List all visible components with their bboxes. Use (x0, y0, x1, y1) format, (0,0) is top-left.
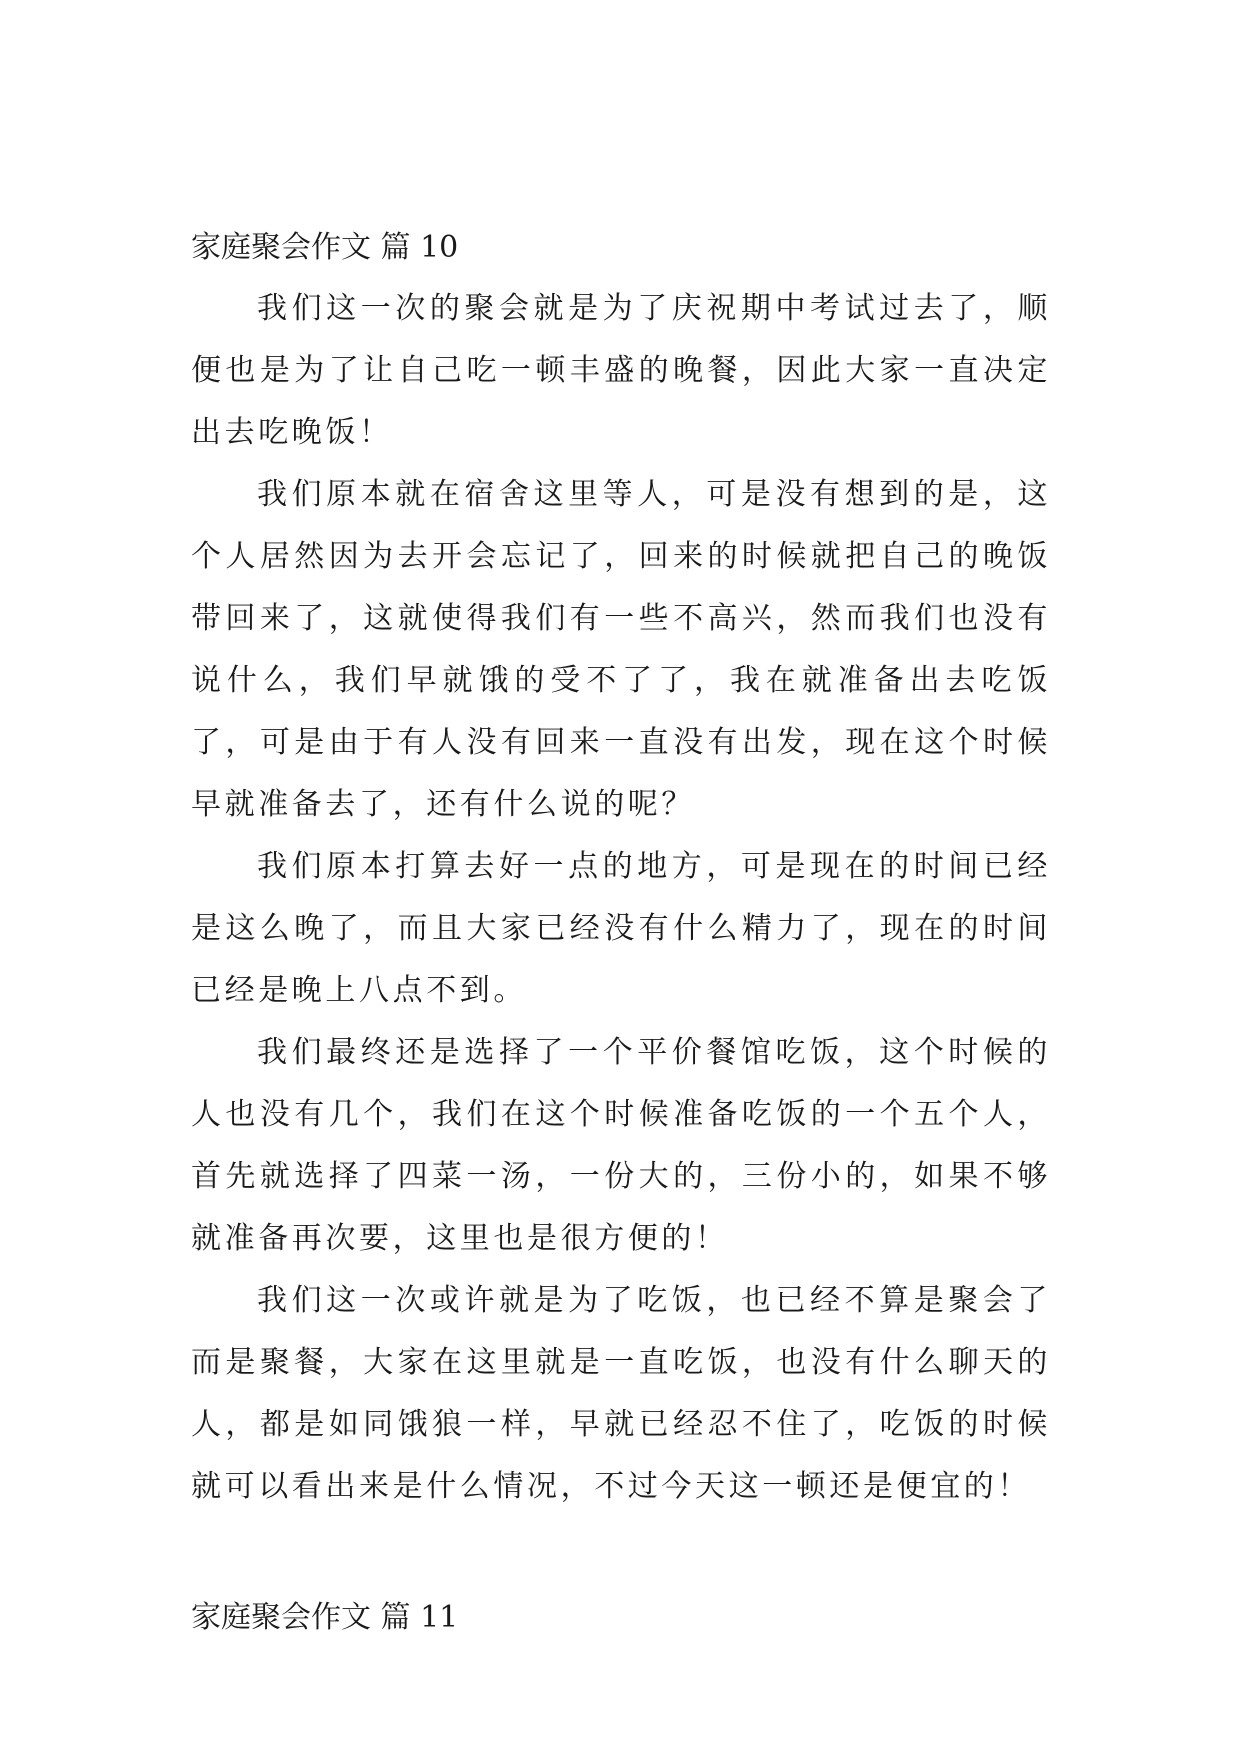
section-heading: 家庭聚会作文 篇 10 (191, 230, 459, 265)
paragraph: 我们这一次的聚会就是为了庆祝期中考试过去了，顺便也是为了让自己吃一顿丰盛的晚餐，因此大家一直决定出去吃晚饭！ (191, 291, 1051, 450)
paragraph: 我们这一次或许就是为了吃饭，也已经不算是聚会了而是聚餐，大家在这里就是一直吃饭，也没有什么聊天的人，都是如同饿狼一样，早就已经忍不住了，吃饭的时候就可以看出来是什么情况，不过今天这一顿还是便宜的！ (191, 1283, 1051, 1504)
section-spacer (191, 1518, 1051, 1588)
section-heading: 家庭聚会作文 篇 11 (191, 1600, 459, 1635)
paragraph: 我们原本就在宿舍这里等人，可是没有想到的是，这个人居然因为去开会忘记了，回来的时候就把自己的晚饭带回来了，这就使得我们有一些不高兴，然而我们也没有说什么，我们早就饿的受不了了，我在就准备出去吃饭了，可是由于有人没有回来一直没有出发，现在这个时候早就准备去了，还有什么说的呢？ (191, 477, 1051, 822)
paragraph: 我们原本打算去好一点的地方，可是现在的时间已经是这么晚了，而且大家已经没有什么精力了，现在的时间已经是晚上八点不到。 (191, 849, 1051, 1008)
document-page (191, 218, 1051, 1648)
paragraph: 我们最终还是选择了一个平价餐馆吃饭，这个时候的人也没有几个，我们在这个时候准备吃饭的一个五个人，首先就选择了四菜一汤，一份大的，三份小的，如果不够就准备再次要，这里也是很方便的！ (191, 1035, 1051, 1256)
